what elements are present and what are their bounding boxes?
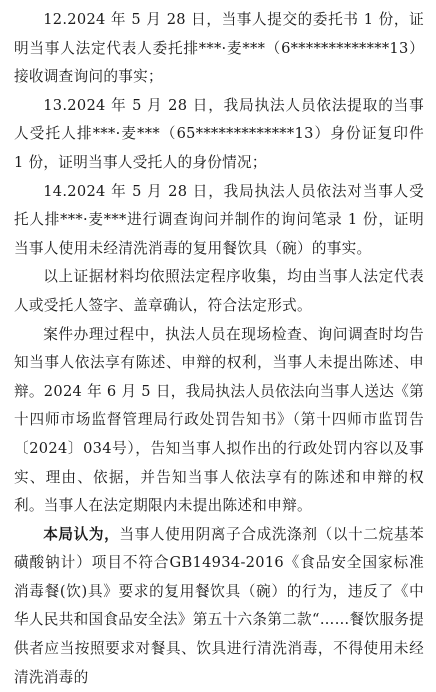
paragraph-text: 案件办理过程中，执法人员在现场检查、询问调查时均告知当事人依法享有陈述、申辩的权利，当事人未提出陈述、申辩。2024 年 6 月 5 日，我局执法人员依法向当事人送达《第十四师市场监督管理局行政处罚告知书》（第十四师市监罚告〔2024〕034号），告知当事人拟作出的行政处罚内容以及事实、理由、依据，并告知当事人依法享有的陈述和申辩的权利。当事人在法定期限内未提出陈述和申辩。 (14, 325, 424, 515)
paragraph-text: 14.2024 年 5 月 28 日，我局执法人员依法对当事人受托人排***·麦***进行调查询问并制作的询问笔录 1 份，证明当事人使用未经清洗消毒的复用餐饮具（碗）的事实。 (14, 182, 424, 257)
paragraph-evidence-13 (14, 92, 424, 178)
paragraph-case-process (14, 321, 424, 521)
paragraph-text: 当事人使用阴离子合成洗涤剂（以十二烷基苯磺酸钠计）项目不符合GB14934-2016《食品安全国家标准 消毒餐(饮)具》要求的复用餐饮具（碗）的行为，违反了《中华人民共和国食品安全法》第五十六条第二款“……餐饮服务提供者应当按照要求对餐具、饮具进行清洗消毒，不得使用未经清洗消毒的 (14, 525, 424, 686)
paragraph-lead: 本局认为， (43, 525, 120, 543)
paragraph-evidence-12 (14, 6, 424, 92)
paragraph-evidence-summary (14, 263, 424, 320)
paragraph-evidence-14 (14, 178, 424, 264)
paragraph-text: 12.2024 年 5 月 28 日，当事人提交的委托书 1 份，证明当事人法定代表人委托排***·麦***（6*************13）接收调查询问的事实； (14, 11, 424, 86)
paragraph-text: 13.2024 年 5 月 28 日，我局执法人员依法提取的当事人受托人排***·麦***（65*************13）身份证复印件 1 份，证明当事人受托人的身份情况； (14, 96, 424, 171)
paragraph-bureau-opinion (14, 521, 424, 692)
paragraph-text: 以上证据材料均依照法定程序收集，均由当事人法定代表人或受托人签字、盖章确认，符合法定形式。 (14, 268, 424, 314)
